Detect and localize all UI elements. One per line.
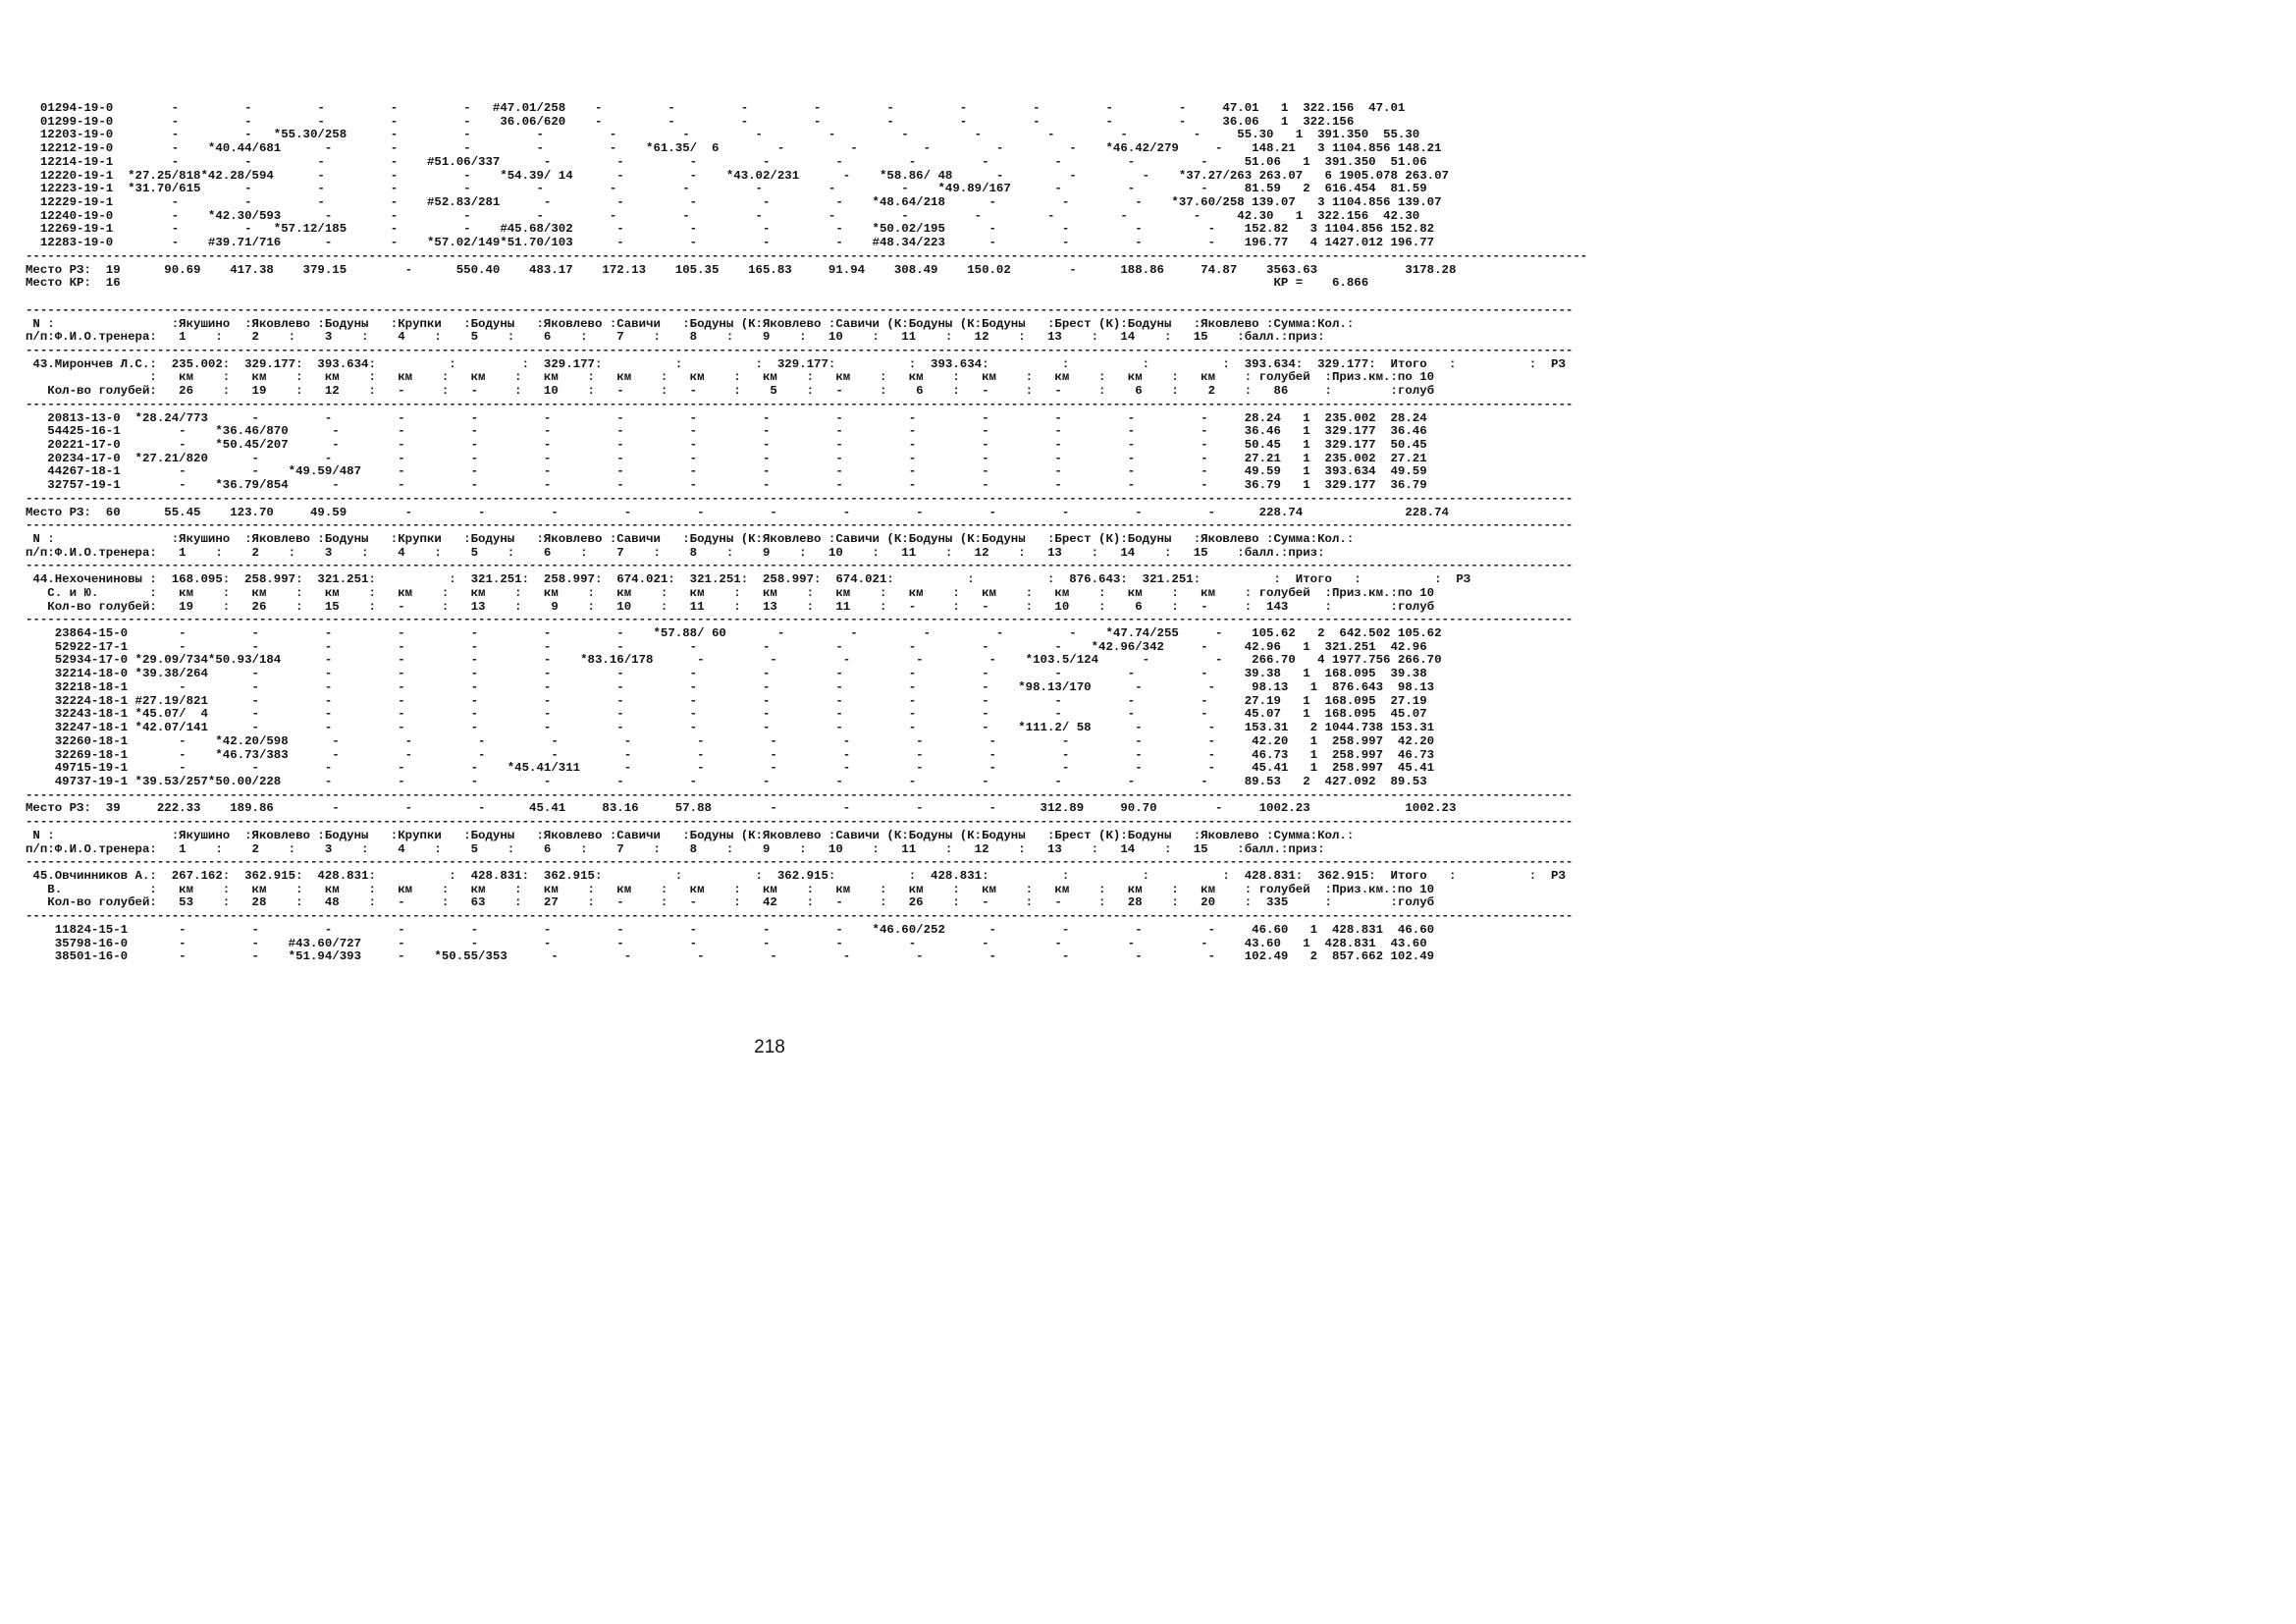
report-line <box>26 291 1419 304</box>
report-line: п/п:Ф.И.О.тренера: 1 : 2 : 3 : 4 : 5 : 6 : 7 : 8 : 9 : 10 : 11 : 12 : 13 : 14 : 15 :балл.:приз: <box>26 841 1325 856</box>
report-line: 49737-19-1 *39.53/257*50.00/228 - - - - - - - - - - - - - 89.53 2 427.092 89.53 <box>26 774 1427 788</box>
report-line: 35798-16-0 - - #43.60/727 - - - - - - - - - - - - 43.60 1 428.831 43.60 <box>26 936 1427 950</box>
report-line: 20234-17-0 *27.21/820 - - - - - - - - - - - - - - 27.21 1 235.002 27.21 <box>26 451 1427 465</box>
report-line: Место РЗ: 39 222.33 189.86 - - - 45.41 83.16 57.88 - - - - 312.89 90.70 - 1002.23 1002.23 <box>26 801 1457 816</box>
report-line: 32218-18-1 - - - - - - - - - - - - *98.13/170 - - 98.13 1 876.643 98.13 <box>26 679 1435 694</box>
race-results-report <box>26 101 1588 964</box>
report-line: 32260-18-1 - *42.20/598 - - - - - - - - - - - - - 42.20 1 258.997 42.20 <box>26 733 1435 748</box>
report-line: 32247-18-1 *42.07/141 - - - - - - - - - - - *111.2/ 58 - - 153.31 2 1044.738 153.31 <box>26 721 1435 735</box>
report-line: Место РЗ: 19 90.69 417.38 379.15 - 550.40 483.17 172.13 105.35 165.83 91.94 308.49 150.02 - 188.86 74.87 3563.63 3178.28 <box>26 262 1457 277</box>
report-line: Место КР: 16 КР = 6.866 <box>26 276 1369 291</box>
separator-line: -------------------------------------------------------------------------------------------------------------------------------------------------------------------------------------------------------------------- <box>26 855 1574 870</box>
report-line: 32243-18-1 *45.07/ 4 - - - - - - - - - - - - - - 45.07 1 168.095 45.07 <box>26 707 1427 722</box>
report-line: N : :Якушино :Яковлево :Бодуны :Крупки :Бодуны :Яковлево :Савичи :Бодуны (К:Яковлево :Савичи (К:Бодуны (К:Бодуны :Брест (К):Бодуны :Яковлево :Сумма:Кол.: <box>26 828 1355 842</box>
report-line: 52922-17-1 - - - - - - - - - - - - - *42.96/342 - 42.96 1 321.251 42.96 <box>26 639 1427 654</box>
report-line: 45.Овчинников А.: 267.162: 362.915: 428.831: : 428.831: 362.915: : : 362.915: : 428.831: : : : 428.831: 362.915: Итого : : РЗ <box>26 868 1566 883</box>
report-line: 32214-18-0 *39.38/264 - - - - - - - - - - - - - - 39.38 1 168.095 39.38 <box>26 667 1427 681</box>
separator-line: -------------------------------------------------------------------------------------------------------------------------------------------------------------------------------------------------------------------- <box>26 518 1574 533</box>
report-line: 44.Нехочениновы : 168.095: 258.997: 321.251: : 321.251: 258.997: 674.021: 321.251: 258.997: 674.021: : : 876.643: 321.251: : Итого : : РЗ <box>26 572 1471 587</box>
report-line: 12283-19-0 - #39.71/716 - - *57.02/149*51.70/103 - - - - #48.34/223 - - - - 196.77 4 1427.012 196.77 <box>26 236 1435 250</box>
report-line: С. и Ю. : км : км : км : км : км : км : км : км : км : км : км : км : км : км : км : голубей :Приз.км.:по 10 <box>26 585 1435 600</box>
report-line: 32224-18-1 #27.19/821 - - - - - - - - - - - - - - 27.19 1 168.095 27.19 <box>26 693 1427 708</box>
report-line: N : :Якушино :Яковлево :Бодуны :Крупки :Бодуны :Яковлево :Савичи :Бодуны (К:Яковлево :Савичи (К:Бодуны (К:Бодуны :Брест (К):Бодуны :Яковлево :Сумма:Кол.: <box>26 532 1355 546</box>
report-line: 23864-15-0 - - - - - - - *57.88/ 60 - - - - - *47.74/255 - 105.62 2 642.502 105.62 <box>26 626 1442 641</box>
report-line: 32269-18-1 - *46.73/383 - - - - - - - - - - - - - 46.73 1 258.997 46.73 <box>26 747 1435 762</box>
report-line: N : :Якушино :Яковлево :Бодуны :Крупки :Бодуны :Яковлево :Савичи :Бодуны (К:Яковлево :Савичи (К:Бодуны (К:Бодуны :Брест (К):Бодуны :Яковлево :Сумма:Кол.: <box>26 316 1355 331</box>
report-line: 32757-19-1 - *36.79/854 - - - - - - - - - - - - - 36.79 1 329.177 36.79 <box>26 478 1427 493</box>
separator-line: ---------------------------------------------------------------------------------------------------------------------------------------------------------------------------------------------------------------------- <box>26 248 1588 263</box>
report-line: 38501-16-0 - - *51.94/393 - *50.55/353 - - - - - - - - - - 102.49 2 857.662 102.49 <box>26 949 1435 964</box>
separator-line: -------------------------------------------------------------------------------------------------------------------------------------------------------------------------------------------------------------------- <box>26 909 1574 924</box>
report-line: 20813-13-0 *28.24/773 - - - - - - - - - - - - - - 28.24 1 235.002 28.24 <box>26 410 1427 425</box>
report-line: Кол-во голубей: 19 : 26 : 15 : - : 13 : 9 : 10 : 11 : 13 : 11 : - : - : 10 : 6 : - : 143 : :голуб <box>26 599 1435 614</box>
report-line: 49715-19-1 - - - - - *45.41/311 - - - - - - - - - 45.41 1 258.997 45.41 <box>26 761 1435 776</box>
report-line: Кол-во голубей: 53 : 28 : 48 : - : 63 : 27 : - : - : 42 : - : 26 : - : - : 28 : 20 : 335 : :голуб <box>26 895 1435 910</box>
report-line: 12223-19-1 *31.70/615 - - - - - - - - - - *49.89/167 - - - 81.59 2 616.454 81.59 <box>26 182 1427 196</box>
report-line: 12269-19-1 - - *57.12/185 - - #45.68/302 - - - - *50.02/195 - - - - 152.82 3 1104.856 152.82 <box>26 222 1435 237</box>
separator-line: -------------------------------------------------------------------------------------------------------------------------------------------------------------------------------------------------------------------- <box>26 302 1574 317</box>
report-line: 11824-15-1 - - - - - - - - - - *46.60/252 - - - - 46.60 1 428.831 46.60 <box>26 922 1435 937</box>
separator-line: -------------------------------------------------------------------------------------------------------------------------------------------------------------------------------------------------------------------- <box>26 397 1574 411</box>
report-line: п/п:Ф.И.О.тренера: 1 : 2 : 3 : 4 : 5 : 6 : 7 : 8 : 9 : 10 : 11 : 12 : 13 : 14 : 15 :балл.:приз: <box>26 545 1325 560</box>
separator-line: -------------------------------------------------------------------------------------------------------------------------------------------------------------------------------------------------------------------- <box>26 559 1574 573</box>
report-line: Место РЗ: 60 55.45 123.70 49.59 - - - - - - - - - - - - 228.74 228.74 <box>26 505 1449 519</box>
report-line: 43.Мирончев Л.С.: 235.002: 329.177: 393.634: : : 329.177: : : 329.177: : 393.634: : : : 393.634: 329.177: Итого : : РЗ <box>26 356 1566 371</box>
report-line: 54425-16-1 - *36.46/870 - - - - - - - - - - - - - 36.46 1 329.177 36.46 <box>26 424 1427 439</box>
report-line: 12220-19-1 *27.25/818*42.28/594 - - - *54.39/ 14 - - *43.02/231 - *58.86/ 48 - - - *37.27/263 263.07 6 1905.078 263.07 <box>26 168 1449 183</box>
separator-line: -------------------------------------------------------------------------------------------------------------------------------------------------------------------------------------------------------------------- <box>26 787 1574 802</box>
report-line: 44267-18-1 - - *49.59/487 - - - - - - - - - - - - 49.59 1 393.634 49.59 <box>26 464 1427 479</box>
separator-line: -------------------------------------------------------------------------------------------------------------------------------------------------------------------------------------------------------------------- <box>26 491 1574 506</box>
report-page <box>0 0 1588 1080</box>
separator-line: -------------------------------------------------------------------------------------------------------------------------------------------------------------------------------------------------------------------- <box>26 613 1574 627</box>
report-line: 12240-19-0 - *42.30/593 - - - - - - - - - - - - - 42.30 1 322.156 42.30 <box>26 208 1420 223</box>
report-line: 01299-19-0 - - - - - 36.06/620 - - - - - - - - - 36.06 1 322.156 <box>26 114 1355 129</box>
report-line: : км : км : км : км : км : км : км : км : км : км : км : км : км : км : км : голубей :Приз.км.:по 10 <box>26 370 1435 385</box>
report-line: п/п:Ф.И.О.тренера: 1 : 2 : 3 : 4 : 5 : 6 : 7 : 8 : 9 : 10 : 11 : 12 : 13 : 14 : 15 :балл.:приз: <box>26 330 1325 345</box>
page-number: 218 <box>754 1037 785 1057</box>
separator-line: -------------------------------------------------------------------------------------------------------------------------------------------------------------------------------------------------------------------- <box>26 343 1574 357</box>
separator-line: -------------------------------------------------------------------------------------------------------------------------------------------------------------------------------------------------------------------- <box>26 815 1574 830</box>
report-line: 12212-19-0 - *40.44/681 - - - - - *61.35/ 6 - - - - - *46.42/279 - 148.21 3 1104.856 148.21 <box>26 141 1442 156</box>
report-line: 12203-19-0 - - *55.30/258 - - - - - - - - - - - - 55.30 1 391.350 55.30 <box>26 128 1420 142</box>
report-line: В. : км : км : км : км : км : км : км : км : км : км : км : км : км : км : км : голубей :Приз.км.:по 10 <box>26 882 1435 896</box>
report-line: 12229-19-1 - - - - #52.83/281 - - - - - *48.64/218 - - - *37.60/258 139.07 3 1104.856 139.07 <box>26 195 1442 210</box>
report-line: 52934-17-0 *29.09/734*50.93/184 - - - - *83.16/178 - - - - - *103.5/124 - - 266.70 4 1977.756 266.70 <box>26 653 1442 668</box>
report-line: 12214-19-1 - - - - #51.06/337 - - - - - - - - - - 51.06 1 391.350 51.06 <box>26 154 1427 169</box>
report-line: 20221-17-0 - *50.45/207 - - - - - - - - - - - - - 50.45 1 329.177 50.45 <box>26 437 1427 452</box>
report-line: 01294-19-0 - - - - - #47.01/258 - - - - - - - - - 47.01 1 322.156 47.01 <box>26 101 1406 115</box>
report-line: Кол-во голубей: 26 : 19 : 12 : - : - : 10 : - : - : 5 : - : 6 : - : - : 6 : 2 : 86 : :голуб <box>26 384 1435 399</box>
